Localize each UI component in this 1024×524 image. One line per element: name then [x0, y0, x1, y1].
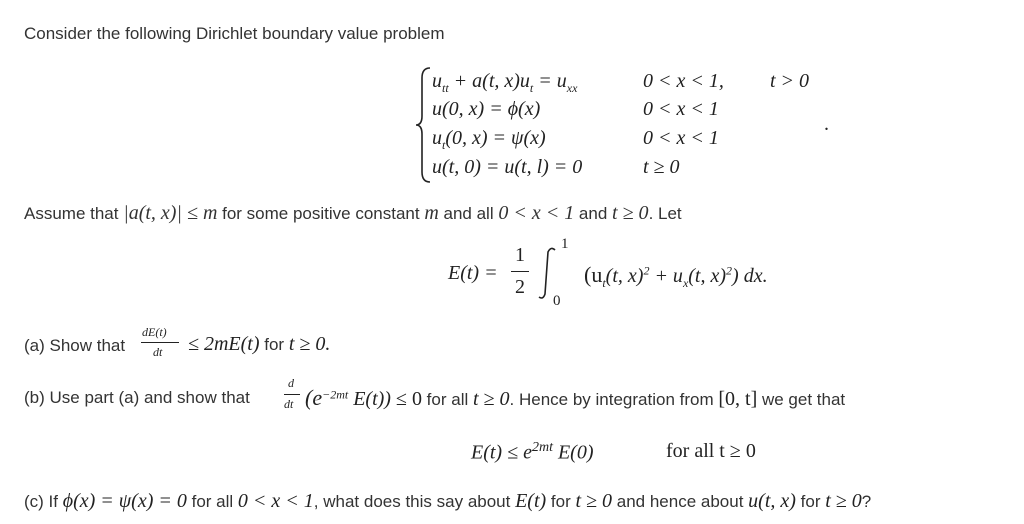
part-c: (c) If ϕ(x) = ψ(x) = 0 for all 0 < x < 1, what does this say about E(t) for t ≥ 0 and hence about u(t, x) for t ≥ 0?	[24, 490, 872, 512]
pde-row-1-condition: 0 < x < 1,	[643, 70, 724, 92]
part-b-d-num: d	[288, 376, 294, 390]
pde-row-4-condition: t ≥ 0	[643, 156, 680, 178]
part-a-frac-line	[141, 342, 179, 343]
pde-row-3: $u_t(0$, x) = ψ(x)	[432, 127, 546, 152]
energy-integrand: ($u_t(t$, $x)^2 + u_x(t$, x)$^2$) dx.	[584, 262, 768, 290]
part-b-frac-line	[284, 394, 300, 395]
pde-row-1-condition-2: t > 0	[770, 70, 810, 92]
part-a-frac-num: dE(t)	[142, 325, 167, 339]
energy-lhs: E(t) =	[448, 262, 498, 284]
energy-frac-den: 2	[515, 276, 525, 298]
pde-row-2: u(0, x) = ϕ(x)	[432, 98, 541, 120]
part-b-d-den: dt	[284, 397, 294, 411]
integral-lower-limit: 0	[553, 293, 561, 309]
energy-frac-line	[511, 271, 529, 272]
pde-row-1: $u_{tt} + a(t$, $x)u_t = u_{xx}$	[432, 70, 578, 95]
intro-text: Consider the following Dirichlet boundary value problem	[24, 24, 445, 43]
left-brace-icon	[414, 66, 434, 184]
system-trailing-period: .	[824, 113, 829, 135]
part-b-expression: ($e^{-2mt}$ E(t)) ≤ 0 for all t ≥ 0. Hence by integration from [0, t] we get that	[305, 385, 846, 410]
part-a-frac-den: dt	[153, 345, 163, 359]
result-condition: for all t ≥ 0	[666, 440, 756, 462]
part-a-label: (a) Show that	[24, 336, 126, 355]
energy-frac-num: 1	[515, 244, 525, 266]
integral-upper-limit: 1	[561, 236, 569, 252]
part-b-label: (b) Use part (a) and show that	[24, 388, 250, 407]
pde-row-3-condition: 0 < x < 1	[643, 127, 719, 149]
result-lhs: $E(t) \le e^{2mt}$ E(0)	[471, 440, 594, 464]
assumption-line: Assume that |a(t, x)| ≤ m for some positive constant m and all 0 < x < 1 and t ≥ 0. Let	[24, 202, 682, 224]
part-a-relation: ≤ 2mE(t) for t ≥ 0.	[188, 333, 331, 355]
pde-row-2-condition: 0 < x < 1	[643, 98, 719, 120]
pde-row-4: u(t, 0) = u(t, l) = 0	[432, 156, 583, 178]
